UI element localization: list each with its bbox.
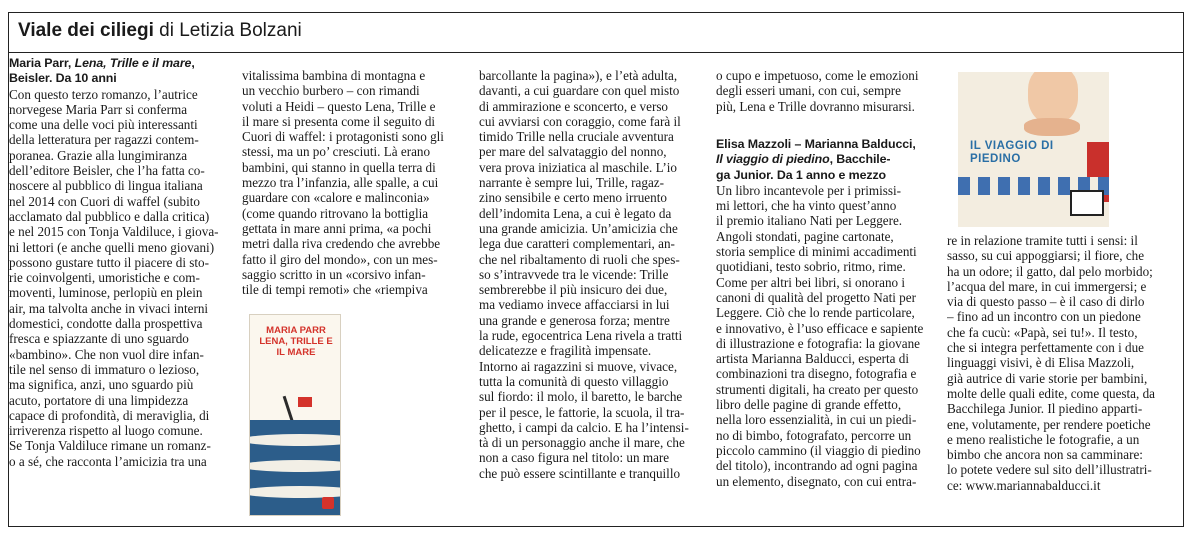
article2-text-line: via di questo passo – è il caso di dirlo [947, 294, 1145, 310]
article1-text-line: nel 2014 con Cuori di waffel (subito [9, 193, 200, 209]
article1-col1-body [9, 87, 241, 469]
article1-text-line: bambini, qui stanno in quella terra di [242, 159, 436, 175]
article1-column-3 [479, 68, 711, 481]
article2-text-line: un elemento, disegnato, con cui entra- [716, 473, 917, 489]
article1-text-line: irriverenza rispetto al luogo comune. [9, 423, 203, 439]
article2-text-line: artista Marianna Balducci, esperta di [716, 351, 910, 367]
article1-text-line: non a caso figura nel titolo: un mare [479, 450, 670, 466]
article2-text-line: e meno realistiche le fotografie, a un [947, 431, 1140, 447]
article1-text-line: come una delle voci più interessanti [9, 117, 198, 133]
article2-text-line: canoni di qualità del progetto Nati per [716, 289, 916, 305]
article1-text-line: gettata in mare anni prima, «a pochi [242, 220, 432, 236]
article2-text-line: del titolo), incontrando ad ogni pagina [716, 458, 918, 474]
article1-text-line: mezzo tra l’infanzia, alle spalle, a cui [242, 175, 439, 191]
article2-col1-body [716, 183, 948, 489]
article2-text-line: combinazioni tra disegno, fotografia e [716, 366, 917, 382]
article1-text-line: Intorno ai ragazzini si muove, vivace, [479, 358, 678, 374]
article2-text-line: sasso, su cui appoggiarsi; il fiore, che [947, 248, 1145, 264]
article1-text-line: acuto, portatore di una limpidezza [9, 392, 189, 408]
article1-text-line: air, ma talvolta anche in vivaci interni [9, 300, 209, 316]
column-byline: di Letizia Bolzani [153, 20, 302, 41]
article1-text-line: rie coinvolgenti, umoristiche e com- [9, 270, 200, 286]
article1-text-line: tile di tempi remoti» che «riempiva [242, 282, 428, 298]
article2-text-line: ce: www.mariannabalducci.it [947, 477, 1101, 493]
article2-text-line: nella loro essenzialità, in cui un piedi- [716, 412, 917, 428]
article1-heading-line-2: Beisler. Da 10 anni [9, 71, 117, 86]
article1-text-line: moventi, luminose, perlopiù en plein [9, 285, 203, 301]
article2-text-line: che si integra perfettamente con i due [947, 340, 1145, 356]
book-cover-viaggio-piedino [958, 72, 1109, 227]
article1-text-line: (come quando ritrovano la bottiglia [242, 205, 429, 221]
foot-photo [1028, 72, 1078, 124]
article1-text-line: una grande amicizia. Un’amicizia che [479, 220, 678, 236]
article2-text-line: strumenti digitali, ha creato per questo [716, 381, 919, 397]
article1-text-line: la rude, egocentrica Lena rivela a tratti [479, 328, 683, 344]
article1-text-line: zino sensibile e certo meno irruento [479, 190, 667, 206]
article2-text-line: l’acqua del mare, in cui immergersi; e [947, 278, 1147, 294]
article1-text-line: ma significa, anzi, uno sguardo più [9, 377, 194, 393]
article1-text-line: narrante è sempre lui, Trille, ragaz- [479, 175, 664, 191]
article1-text-line: saggio scritto in un «corsivo infan- [242, 266, 426, 282]
article2-text-line: mi lettori, che ha vinto quest’anno [716, 198, 897, 214]
article1-text-line: acclamato dal pubblico e dalla critica) [9, 208, 210, 224]
article1-column-4 [716, 68, 948, 114]
article1-text-line: il mare si presenta come il seguito di [242, 113, 436, 129]
article2-text-line: no di bimbo, fotografato, percorre un [716, 427, 912, 443]
article1-text-line: fresca e spiazzante di uno sguardo [9, 331, 189, 347]
article1-text-line: tutta la comunità di questo villaggio [479, 373, 669, 389]
article2-text-line: Come per altri bei libri, si onorano i [716, 274, 906, 290]
article1-text-line: una grande e generosa forza; mentre [479, 312, 670, 328]
article1-heading-line-1: Maria Parr, Lena, Trille e il mare, [9, 56, 195, 70]
article2-text-line: storia semplice di minimi accadimenti [716, 244, 917, 260]
article1-text-line: e nel 2015 con Tonja Valdiluce, i giova- [9, 224, 219, 240]
article1-text-line: stessi, ma un po’ cresciuti. Là erano [242, 144, 431, 160]
article1-text-line: per il pesce, le fattorie, la scuola, il tra- [479, 404, 685, 420]
article1-text-line: della letteratura per ragazzi contem- [9, 132, 199, 148]
article2-text-line: Un libro incantevole per i primissi- [716, 182, 902, 198]
article1-text-line: tile nel senso di immaturo o lezioso, [9, 361, 200, 377]
article1-column-1 [9, 56, 241, 469]
article1-text-line: timido Trille nella cruciale avventura [479, 129, 674, 145]
column-header [9, 13, 1183, 53]
book2-title: IL VIAGGIO DI PIEDINO [970, 140, 1054, 165]
article1-text-line: di ammirazione e sconcerto, e verso [479, 98, 668, 114]
article1-text-line: un vecchio burbero – con rimandi [242, 83, 420, 99]
boat-flag [298, 397, 312, 407]
article1-text-line: degli esseri umani, con cui, sempre [716, 83, 902, 99]
article1-text-line: fatto il giro del mondo», con un mes- [242, 251, 438, 267]
book-cover-lena-trille [249, 314, 341, 516]
article1-column-2 [242, 68, 474, 297]
article2-text-line: e innovativo, è l’uso efficace e sapiente [716, 320, 924, 336]
article1-text-line: norvegese Maria Parr si conferma [9, 101, 188, 117]
article1-text-line: o a sé, che racconta l’amicizia tra una [9, 453, 207, 469]
article2-text-line: bimbo che ancora non sa camminare: [947, 447, 1143, 463]
article2-text-line: re in relazione tramite tutti i sensi: il [947, 233, 1138, 248]
article1-text-line: lega due caratteri complementari, an- [479, 236, 675, 252]
article1-text-line: che può essere scintillante e tranquillo [479, 465, 681, 481]
article2-text-line: ha un odore; il gatto, dal pelo morbido; [947, 263, 1153, 279]
article1-text-line: «bambino». Che non vuol dire infan- [9, 346, 204, 362]
article1-text-line: ma vediamo invece affacciarsi in lui [479, 297, 670, 313]
wave [249, 460, 341, 472]
article1-text-line: Cuori di waffel: i protagonisti sono gli [242, 129, 444, 145]
article1-text-line: che nel ribaltamento di ruoli che spes- [479, 251, 680, 267]
article1-text-line: poranea. Grazie alla lungimiranza [9, 147, 188, 163]
article2-text-line: Bacchilega Junior. Il piedino apparti- [947, 401, 1143, 417]
article2-column-1 [716, 137, 948, 489]
article1-text-line: tà di un personaggio anche il mare, che [479, 435, 685, 451]
article1-text-line: barcollante la pagina»), e l’età adulta, [479, 68, 678, 83]
article1-text-line: vera prova iniziatica al maschile. L’io [479, 159, 678, 175]
article2-text-line: Angoli stondati, pagine cartonate, [716, 228, 894, 244]
article1-text-line: delicatezze e fragilità impensate. [479, 343, 652, 359]
article2-text-line: piccolo cammino (il viaggio di piedino [716, 442, 921, 458]
article1-text-line: Con questo terzo romanzo, l’autrice [9, 86, 198, 102]
article1-text-line: possono gustare tutto il piacere di sto- [9, 254, 209, 270]
article1-text-line: so s’intravvede tra le vicende: Trille [479, 266, 669, 282]
book1-author: MARIA PARR [266, 325, 326, 336]
article2-text-line: libro delle pagine di grande effetto, [716, 397, 902, 413]
article2-text-line: quotidiani, testo sobrio, ritmo, rime. [716, 259, 906, 275]
cover-drawn-box [1070, 190, 1104, 216]
article1-text-line: per mare del salvataggio del nonno, [479, 144, 667, 160]
article2-text-line: il premio italiano Nati per Leggere. [716, 213, 903, 229]
article1-text-line: guardare con «calore e malinconia» [242, 190, 430, 206]
article1-text-line: vitalissima bambina di montagna e [242, 68, 426, 83]
book1-title: LENA, TRILLE E IL MARE [259, 336, 333, 358]
article1-text-line: sul fiordo: il molo, il baretto, le barche [479, 389, 683, 405]
article1-text-line: o cupo e impetuoso, come le emozioni [716, 68, 919, 83]
article2-text-line: Leggere. Ciò che lo rende particolare, [716, 305, 915, 321]
article1-text-line: dell’editore Beisler, che l’ha fatta co- [9, 163, 205, 179]
wave [249, 434, 341, 446]
article1-text-line: voluti a Heidi – questo Lena, Trille e [242, 98, 436, 114]
foot-photo-ankle [1024, 118, 1080, 136]
article2-text-line: di illustrazione e fotografia: la giovane [716, 335, 920, 351]
article1-text-line: capace di profondità, di meraviglia, di [9, 407, 210, 423]
article2-text-line: linguaggi visivi, è di Elisa Mazzoli, [947, 355, 1135, 371]
article1-text-line: più, Lena e Trille dovranno misurarsi. [716, 98, 915, 114]
article1-text-line: sembrerebbe il più insicuro dei due, [479, 282, 668, 298]
column-title: Viale dei ciliegi [18, 20, 154, 41]
article2-text-line: molte delle quali edite, come questa, da [947, 385, 1155, 401]
article2-text-line: lo potete vedere sul sito dell’illustratri- [947, 462, 1152, 478]
article1-text-line: davanti, a cui guardare con quel misto [479, 83, 680, 99]
article2-heading-line-2: Il viaggio di piedino, Bacchile- [716, 152, 891, 167]
article1-text-line: Se Tonja Valdiluce rimane un romanz- [9, 438, 211, 454]
article2-heading-line-3: ga Junior. Da 1 anno e mezzo [716, 167, 887, 182]
article1-text-line: metri dalla riva credendo che avrebbe [242, 236, 441, 252]
article1-text-line: ghetto, i campi da calcio. E ha l’intensi- [479, 419, 689, 435]
article2-heading-line-1: Elisa Mazzoli – Marianna Balducci, [716, 137, 916, 151]
article1-text-line: dell’indomita Lena, a cui è legato da [479, 205, 672, 221]
article2-text-line: ene, volutamente, per rendere poetiche [947, 416, 1151, 432]
publisher-logo [322, 497, 334, 509]
article2-text-line: che fa cucù: «Papà, sei tu!». Il testo, [947, 324, 1138, 340]
article2-column-2 [947, 233, 1179, 493]
article2-text-line: già autrice di varie storie per bambini, [947, 370, 1148, 386]
article1-text-line: domestici, condotte dalla prospettiva [9, 316, 203, 332]
article1-text-line: cui avviarsi con coraggio, come farà il [479, 113, 681, 129]
article1-text-line: noscere al pubblico di lingua italiana [9, 178, 203, 194]
article1-text-line: ni lettori (e anche quelli meno giovani) [9, 239, 215, 255]
article2-text-line: – fino ad un incontro con un piedone [947, 309, 1141, 325]
